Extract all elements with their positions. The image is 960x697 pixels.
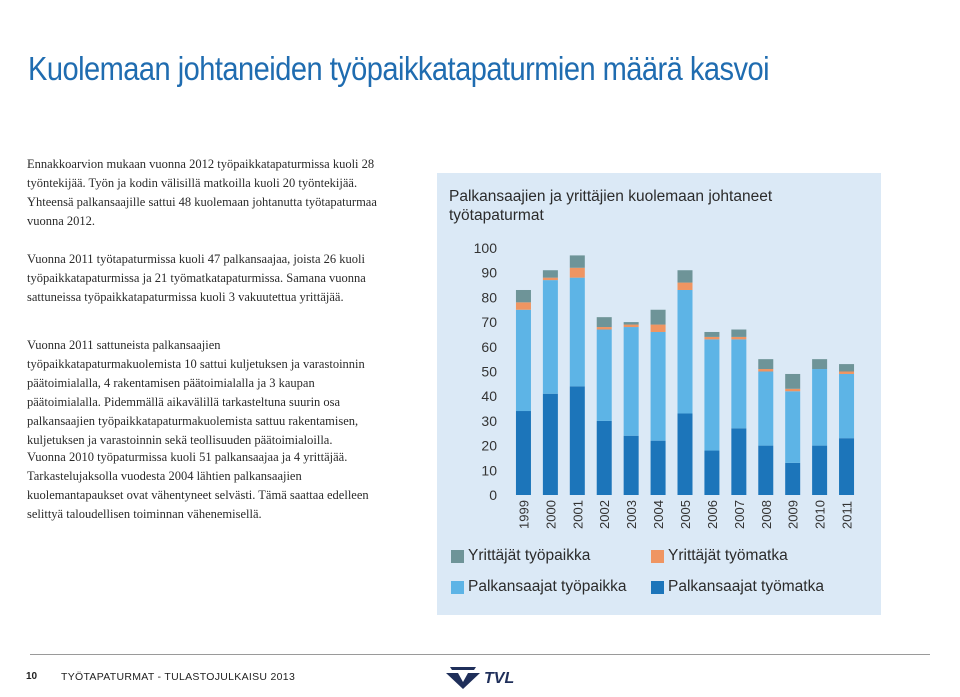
body-paragraph-4: Vuonna 2010 työpaturmissa kuoli 51 palkansaajaa ja 4 yrittäjää. Tarkastelujaksolla vuodesta 2004 lähtien palkansaajien kuolemantapaukset ovat vähentyneet selvästi. Tämä saattaa edelleen selittyä taloudellisen toiminnan vähenemisellä. <box>27 450 369 521</box>
x-tick-label: 2000 <box>543 500 559 529</box>
bar-segment <box>785 389 800 391</box>
y-tick-label: 10 <box>481 462 497 479</box>
bar-segment <box>785 391 800 463</box>
bar-segment <box>597 327 612 329</box>
y-tick-label: 90 <box>481 264 497 281</box>
bar-segment <box>704 339 719 450</box>
bar-segment <box>543 270 558 277</box>
tvl-logo <box>444 661 534 691</box>
bar-segment <box>651 310 666 325</box>
bar-segment <box>597 330 612 421</box>
legend-label: Palkansaajat työpaikka <box>468 578 627 595</box>
legend-swatch <box>651 581 664 594</box>
logo-text: TVL <box>484 670 515 687</box>
bar-segment <box>678 413 693 495</box>
footer-title: TYÖTAPATURMAT - TULASTOJULKAISU 2013 <box>61 671 296 683</box>
y-tick-label: 20 <box>481 437 497 454</box>
y-tick-label: 40 <box>481 388 497 405</box>
x-tick-label: 2006 <box>704 500 720 529</box>
footer-divider <box>30 654 930 655</box>
bar-segment <box>624 325 639 327</box>
bar-segment <box>543 280 558 394</box>
bar-segment <box>731 428 746 495</box>
x-tick-label: 2004 <box>651 500 667 529</box>
x-tick-label: 2005 <box>678 500 693 529</box>
x-tick-label: 2011 <box>839 501 855 529</box>
legend-item-palkansaajat-tyopaikka <box>451 577 627 597</box>
bar-segment <box>570 255 585 267</box>
bar-segment <box>731 337 746 339</box>
logo-chevron-shape <box>446 673 480 689</box>
y-tick-label: 0 <box>489 487 497 503</box>
bar-segment <box>731 339 746 428</box>
legend-swatch <box>451 550 464 563</box>
bar-segment <box>570 278 585 387</box>
bar-segment <box>758 372 773 446</box>
y-tick-label: 70 <box>481 314 497 331</box>
x-tick-label: 1999 <box>516 500 532 529</box>
chart-title: Palkansaajien ja yrittäjien kuolemaan johtaneet työtapaturmat <box>449 188 773 224</box>
legend-item-palkansaajat-tyomatka <box>651 577 824 597</box>
bar-segment <box>516 290 531 302</box>
y-tick-label: 80 <box>481 289 497 306</box>
bar-segment <box>812 359 827 369</box>
bar-segment <box>624 322 639 324</box>
bar-segment <box>785 374 800 389</box>
bar-segment <box>678 290 693 414</box>
legend-label: Yrittäjät työmatka <box>668 547 788 564</box>
y-tick-label: 30 <box>481 412 497 429</box>
bar-segment <box>624 327 639 436</box>
legend-label: Yrittäjät työpaikka <box>468 547 591 564</box>
bar-segment <box>516 310 531 411</box>
bar-segment <box>543 278 558 280</box>
bar-segment <box>516 411 531 495</box>
bar-segment <box>758 446 773 495</box>
legend-item-yrittajat-tyomatka <box>651 546 788 566</box>
bar-segment <box>758 369 773 371</box>
x-tick-label: 2009 <box>785 500 801 529</box>
body-paragraph-2: Vuonna 2011 työtapaturmissa kuoli 47 palkansaajaa, joista 26 kuoli työpaikkatapaturmissa ja 21 työmatkatapaturmissa. Samana vuonna sattuneissa työpaikkatapaturmissa kuoli 3 vakuutettua yrittäjää. <box>27 252 366 304</box>
bar-segment <box>839 438 854 495</box>
x-tick-label: 2008 <box>758 500 774 529</box>
bar-segment <box>785 463 800 495</box>
page-number: 10 <box>26 671 38 682</box>
x-tick-label: 2010 <box>812 500 828 529</box>
bar-segment <box>597 317 612 327</box>
bar-segment <box>839 374 854 438</box>
bar-segment <box>624 436 639 495</box>
x-tick-label: 2007 <box>731 500 747 529</box>
bar-segment <box>812 369 827 446</box>
bar-segment <box>597 421 612 495</box>
x-tick-label: 2001 <box>570 500 586 529</box>
bar-segment <box>651 332 666 441</box>
bar-segment <box>543 394 558 495</box>
y-tick-label: 100 <box>473 240 497 256</box>
bar-segment <box>812 446 827 495</box>
bar-segment <box>570 268 585 278</box>
legend-label: Palkansaajat työmatka <box>668 578 824 595</box>
bar-segment <box>731 330 746 337</box>
legend-item-yrittajat-tyopaikka <box>451 546 590 566</box>
bar-segment <box>704 451 719 495</box>
page-title: Kuolemaan johtaneiden työpaikkatapaturmien määrä kasvoi <box>28 50 770 87</box>
bar-segment <box>704 337 719 339</box>
bar-segment <box>839 364 854 371</box>
legend-swatch <box>451 581 464 594</box>
body-paragraph-3: Vuonna 2011 sattuneista palkansaajien työpaikkatapaturmakuolemista 10 sattui kuljetuksen ja varastoinnin päätoimialalla, 4 rakentamisen päätoimialalla ja 3 kaupan päätoimialalla. Pidemmällä aikavälillä tarkasteltuna suurin osa palkansaajien työpaikkatapaturmakuolemista sattuu rakentamisen, kuljetuksen ja varastoinnin sekä teollisuuden päätoimialoilla. <box>27 338 365 447</box>
bar-segment <box>651 441 666 495</box>
y-tick-label: 50 <box>481 363 497 380</box>
y-tick-label: 60 <box>481 338 497 355</box>
legend-swatch <box>651 550 664 563</box>
x-tick-label: 2002 <box>597 500 613 529</box>
bar-segment <box>758 359 773 369</box>
bar-segment <box>570 386 585 495</box>
bar-segment <box>516 302 531 309</box>
bar-segment <box>651 325 666 332</box>
bar-segment <box>678 283 693 290</box>
logo-bar-shape <box>450 667 476 670</box>
bar-segment <box>678 270 693 282</box>
bar-segment <box>839 372 854 374</box>
bar-segment <box>704 332 719 337</box>
body-paragraph-1: Ennakkoarvion mukaan vuonna 2012 työpaikkatapaturmissa kuoli 28 työntekijää. Työn ja kodin välisillä matkoilla kuoli 20 työntekijää. Yhteensä palkansaajille sattui 48 kuolemaan johtanutta työtapaturmaa vuonna 2012. <box>27 157 377 228</box>
x-tick-label: 2003 <box>624 500 640 529</box>
